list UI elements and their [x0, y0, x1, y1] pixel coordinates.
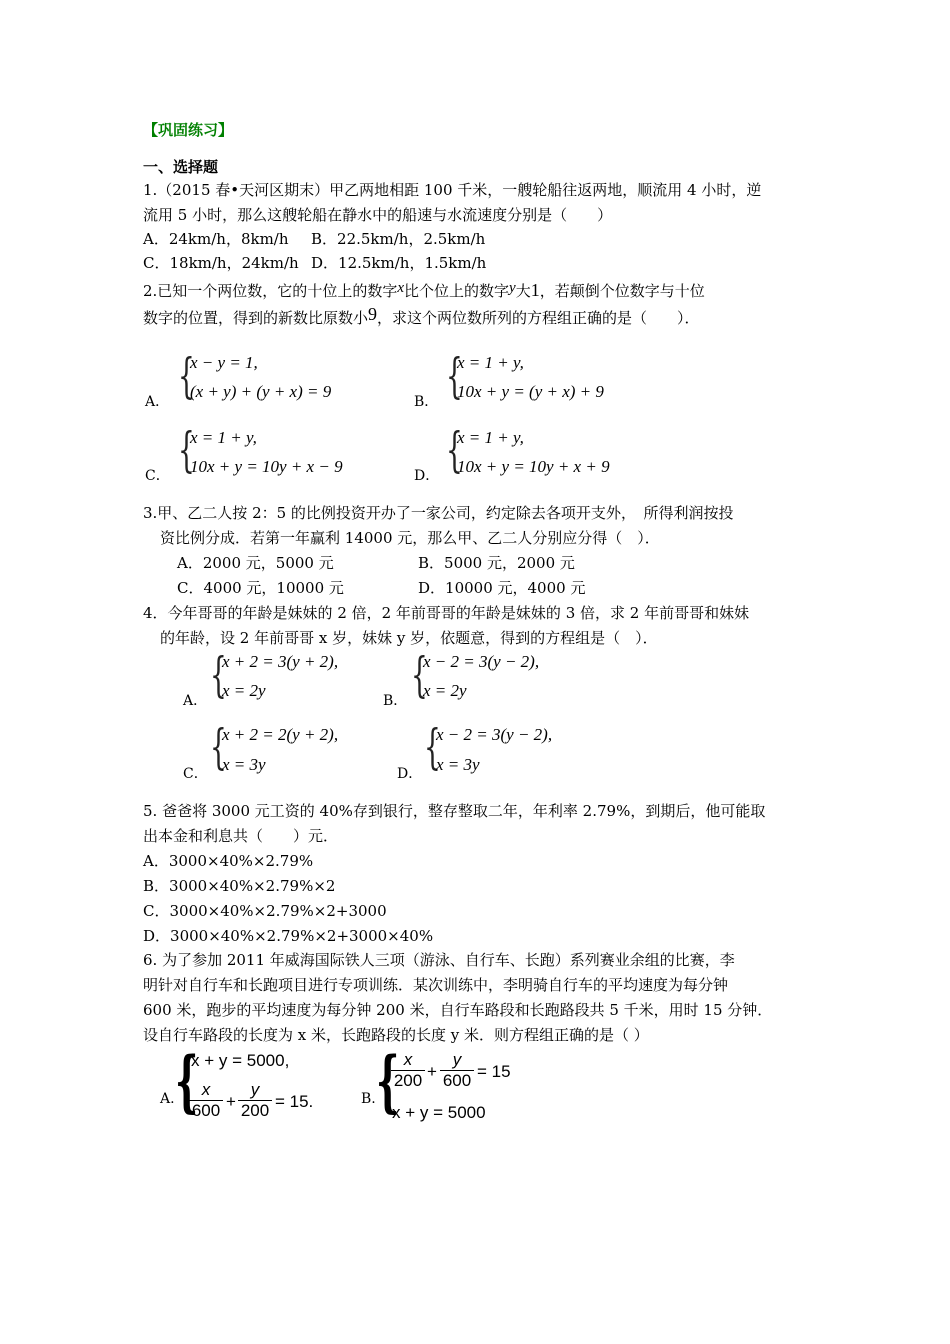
q1-option-a: A．24km/h，8km/h [143, 230, 289, 248]
q4-c-label: C． [183, 766, 208, 782]
q6-b-label: B. [361, 1091, 376, 1107]
q4-c-eq2: x = 3y [222, 755, 266, 774]
q6-a-fraction-2: y 200 [238, 1080, 272, 1121]
brace-icon: { [446, 422, 463, 478]
part-title: 一、选择题 [143, 158, 219, 176]
q5-option-b: B．3000×40%×2.79%×2 [143, 877, 336, 895]
q2-c-label: C． [145, 468, 170, 484]
q2-var-y: y [509, 280, 516, 296]
q2-b-label: B． [414, 394, 439, 410]
q6-b-rhs: = 15 [477, 1062, 511, 1081]
q4-d-eq1: x − 2 = 3(y − 2), [436, 725, 553, 744]
q3-option-d: D．10000 元，4000 元 [418, 579, 586, 597]
brace-icon: { [411, 647, 428, 703]
q1-option-d: D．12.5km/h，1.5km/h [311, 254, 487, 272]
q2-b-eq1: x = 1 + y, [457, 353, 524, 372]
q6-b-fraction-2: y 600 [440, 1050, 474, 1091]
q3-option-b: B．5000 元，2000 元 [418, 554, 575, 572]
q6-line2: 明针对自行车和长跑项目进行专项训练．某次训练中，李明骑自行车的平均速度为每分钟 [143, 976, 729, 994]
q5-option-d: D．3000×40%×2.79%×2+3000×40% [143, 927, 434, 945]
q6-line1: 6. 为了参加 2011 年威海国际铁人三项（游泳、自行车、长跑）系列赛业余组的比赛，李 [143, 951, 735, 969]
q2-d-label: D． [414, 468, 440, 484]
q6-line4: 设自行车路段的长度为 x 米，长跑路段的长度 y 米．则方程组正确的是（ ） [143, 1026, 649, 1044]
q3-line2: 资比例分成．若第一年赢利 14000 元，那么甲、乙二人分别应分得（ ）． [160, 529, 660, 547]
q2-line2: 数字的位置，得到的新数比原数小9，求这个两位数所列的方程组正确的是（ ）． [143, 304, 700, 327]
q2-a-eq1: x − y = 1, [190, 353, 258, 372]
brace-icon: { [210, 647, 227, 703]
brace-icon: { [424, 719, 441, 775]
q5-option-a: A．3000×40%×2.79% [143, 852, 314, 870]
brace-icon: { [376, 1042, 400, 1120]
q4-b-eq1: x − 2 = 3(y − 2), [423, 652, 540, 671]
section-title: 【巩固练习】 [143, 121, 234, 139]
q4-d-label: D． [397, 766, 423, 782]
q1-option-c: C．18km/h，24km/h [143, 254, 299, 272]
q4-line2: 的年龄，设 2 年前哥哥 x 岁，妹妹 y 岁，依题意，得到的方程组是（ ）． [160, 629, 658, 647]
q6-b-fraction-1: x 200 [391, 1050, 425, 1091]
q1-line1: 1.（2015 春•天河区期末）甲乙两地相距 100 千米，一艘轮船往返两地，顺流用 4 小时，逆 [143, 181, 762, 199]
q2-a-label: A． [145, 394, 170, 410]
brace-icon: { [446, 348, 463, 404]
q3-option-c: C．4000 元，10000 元 [177, 579, 344, 597]
q5-option-c: C．3000×40%×2.79%×2+3000 [143, 902, 387, 920]
q2-var-x: x [397, 280, 404, 296]
q2-c-eq2: 10x + y = 10y + x − 9 [190, 457, 343, 476]
q4-a-eq1: x + 2 = 3(y + 2), [222, 652, 339, 671]
q4-d-eq2: x = 3y [436, 755, 480, 774]
q3-option-a: A．2000 元，5000 元 [177, 554, 334, 572]
q6-b-eq2: x + y = 5000 [392, 1103, 486, 1122]
q5-line2: 出本金和利息共（ ）元． [143, 827, 339, 845]
q4-a-eq2: x = 2y [222, 681, 266, 700]
q1-line2: 流用 5 小时，那么这艘轮船在静水中的船速与水流速度分别是（ ） [143, 206, 613, 224]
q4-b-eq2: x = 2y [423, 681, 467, 700]
brace-icon: { [210, 719, 227, 775]
q4-c-eq1: x + 2 = 2(y + 2), [222, 725, 339, 744]
q6-a-label: A. [160, 1091, 175, 1107]
q3-line1: 3.甲、乙二人按 2：5 的比例投资开办了一家公司，约定除去各项开支外， 所得利润按投 [143, 504, 734, 522]
q1-option-b: B．22.5km/h，2.5km/h [311, 230, 486, 248]
q2-b-eq2: 10x + y = (y + x) + 9 [457, 382, 604, 401]
q6-a-fraction-1: x 600 [189, 1080, 223, 1121]
q6-line3: 600 米，跑步的平均速度为每分钟 200 米，自行车路段和长跑路段共 5 千米，用时 15 分钟． [143, 1001, 773, 1019]
q2-c-eq1: x = 1 + y, [190, 428, 257, 447]
q5-line1: 5. 爸爸将 3000 元工资的 40%存到银行，整存整取二年，年利率 2.79%，到期后，他可能取 [143, 802, 766, 820]
q2-d-eq1: x = 1 + y, [457, 428, 524, 447]
q4-line1: 4．今年哥哥的年龄是妹妹的 2 倍，2 年前哥哥的年龄是妹妹的 3 倍，求 2 年前哥哥和妹妹 [143, 604, 750, 622]
brace-icon: { [178, 348, 195, 404]
q6-a-eq1: x + y = 5000, [191, 1051, 290, 1070]
q4-a-label: A． [183, 693, 208, 709]
q4-b-label: B． [383, 693, 408, 709]
brace-icon: { [175, 1042, 199, 1120]
q6-b-plus: + [427, 1062, 437, 1081]
brace-icon: { [178, 422, 195, 478]
q2-d-eq2: 10x + y = 10y + x + 9 [457, 457, 610, 476]
q2-line1: 2.已知一个两位数，它的十位上的数字x比个位上的数字y大1，若颠倒个位数字与十位 [143, 280, 705, 300]
q2-a-eq2: (x + y) + (y + x) = 9 [190, 382, 332, 401]
q6-a-rhs: = 15. [275, 1092, 314, 1111]
q6-a-plus: + [226, 1092, 236, 1111]
